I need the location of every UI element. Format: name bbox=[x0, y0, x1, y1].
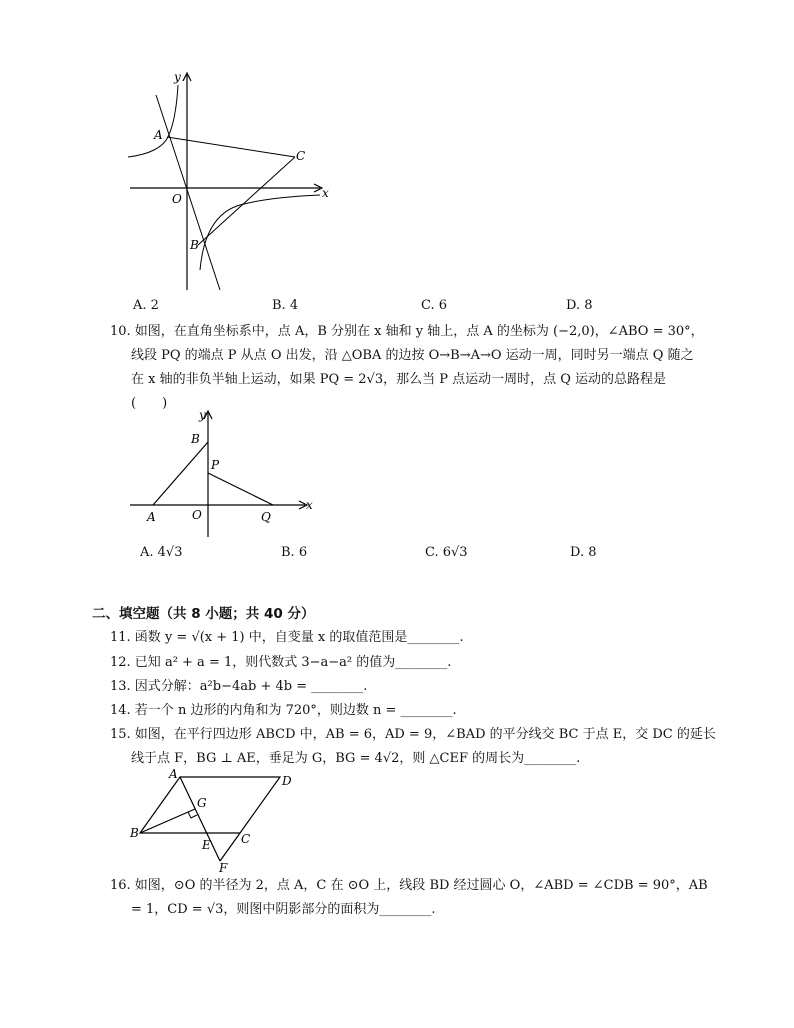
q16-line-2: = 1，CD = √3，则图中阴影部分的面积为________. bbox=[131, 902, 436, 917]
q15-label-B: B bbox=[130, 826, 139, 840]
q9-figure bbox=[120, 65, 340, 295]
q10-label-P: P bbox=[211, 458, 220, 472]
q10-label-Q: Q bbox=[261, 510, 271, 524]
q15-label-E: E bbox=[202, 838, 211, 852]
q10-label-O: O bbox=[192, 508, 202, 522]
q15-line-1: 15. 如图，在平行四边形 ABCD 中，AB = 6，AD = 9，∠BAD 的平分线交 BC 于点 E，交 DC 的延长 bbox=[110, 727, 716, 742]
q15-parallelogram bbox=[140, 777, 280, 833]
q15-label-D: D bbox=[282, 774, 292, 788]
q9-label-x: x bbox=[322, 186, 329, 200]
q15-right-angle-mark bbox=[188, 812, 197, 818]
q10-segment-PQ bbox=[208, 473, 273, 505]
q10-option-a[interactable]: A. 4√3 bbox=[140, 545, 183, 560]
q10-label-x: x bbox=[306, 498, 313, 512]
q9-label-y: y bbox=[174, 70, 181, 84]
q9-label-C: C bbox=[296, 149, 306, 163]
q10-line-2: 线段 PQ 的端点 P 从点 O 出发，沿 △OBA 的边按 O→B→A→O 运动一周，同时另一端点 Q 随之 bbox=[131, 348, 694, 363]
q15-label-G: G bbox=[197, 796, 207, 810]
q12: 12. 已知 a² + a = 1，则代数式 3−a−a² 的值为________. bbox=[110, 655, 452, 670]
q10-line-1: 10. 如图，在直角坐标系中，点 A，B 分别在 x 轴和 y 轴上，点 A 的坐标为 (−2,0)，∠ABO = 30°， bbox=[110, 324, 704, 339]
q10-option-c[interactable]: C. 6√3 bbox=[425, 545, 468, 560]
q9-label-A: A bbox=[154, 128, 163, 142]
q16-line-1: 16. 如图，⊙O 的半径为 2，点 A，C 在 ⊙O 上，线段 BD 经过圆心 O，∠ABD = ∠CDB = 90°，AB bbox=[110, 878, 708, 893]
q15-line-CF bbox=[220, 833, 240, 861]
q10-line-4: ( ) bbox=[131, 396, 168, 411]
q13: 13. 因式分解：a²b−4ab + 4b = ________. bbox=[110, 679, 368, 694]
section-2-title: 二、填空题（共 8 小题；共 40 分） bbox=[92, 606, 315, 622]
q10-segment-AB bbox=[153, 442, 208, 505]
q9-option-c[interactable]: C. 6 bbox=[421, 298, 448, 313]
q10-label-y: y bbox=[199, 408, 206, 422]
q15-label-C: C bbox=[241, 832, 251, 846]
q15-figure bbox=[125, 765, 305, 875]
q9-label-O: O bbox=[172, 192, 182, 206]
q10-option-d[interactable]: D. 8 bbox=[570, 545, 597, 560]
q15-label-F: F bbox=[219, 861, 228, 875]
q10-option-b[interactable]: B. 6 bbox=[281, 545, 308, 560]
q11: 11. 函数 y = √(x + 1) 中，自变量 x 的取值范围是________. bbox=[110, 630, 464, 645]
q15-label-A: A bbox=[169, 767, 178, 781]
q15-line-2: 线于点 F，BG ⊥ AE，垂足为 G，BG = 4√2，则 △CEF 的周长为________. bbox=[131, 751, 581, 766]
q10-label-B: B bbox=[191, 432, 200, 446]
q9-option-b[interactable]: B. 4 bbox=[272, 298, 299, 313]
q10-label-A: A bbox=[147, 510, 156, 524]
q9-option-d[interactable]: D. 8 bbox=[566, 298, 593, 313]
q9-option-a[interactable]: A. 2 bbox=[133, 298, 159, 313]
q14: 14. 若一个 n 边形的内角和为 720°，则边数 n = ________. bbox=[110, 703, 457, 718]
q9-hyperbola-left bbox=[128, 85, 178, 157]
q10-line-3: 在 x 轴的非负半轴上运动，如果 PQ = 2√3，那么当 P 点运动一周时，点 Q 运动的总路程是 bbox=[131, 372, 667, 387]
q15-line-AF bbox=[180, 777, 220, 861]
q9-line-AB bbox=[156, 95, 220, 290]
q9-hyperbola-right bbox=[200, 195, 320, 270]
q9-label-B: B bbox=[190, 238, 199, 252]
q10-figure bbox=[125, 405, 325, 540]
